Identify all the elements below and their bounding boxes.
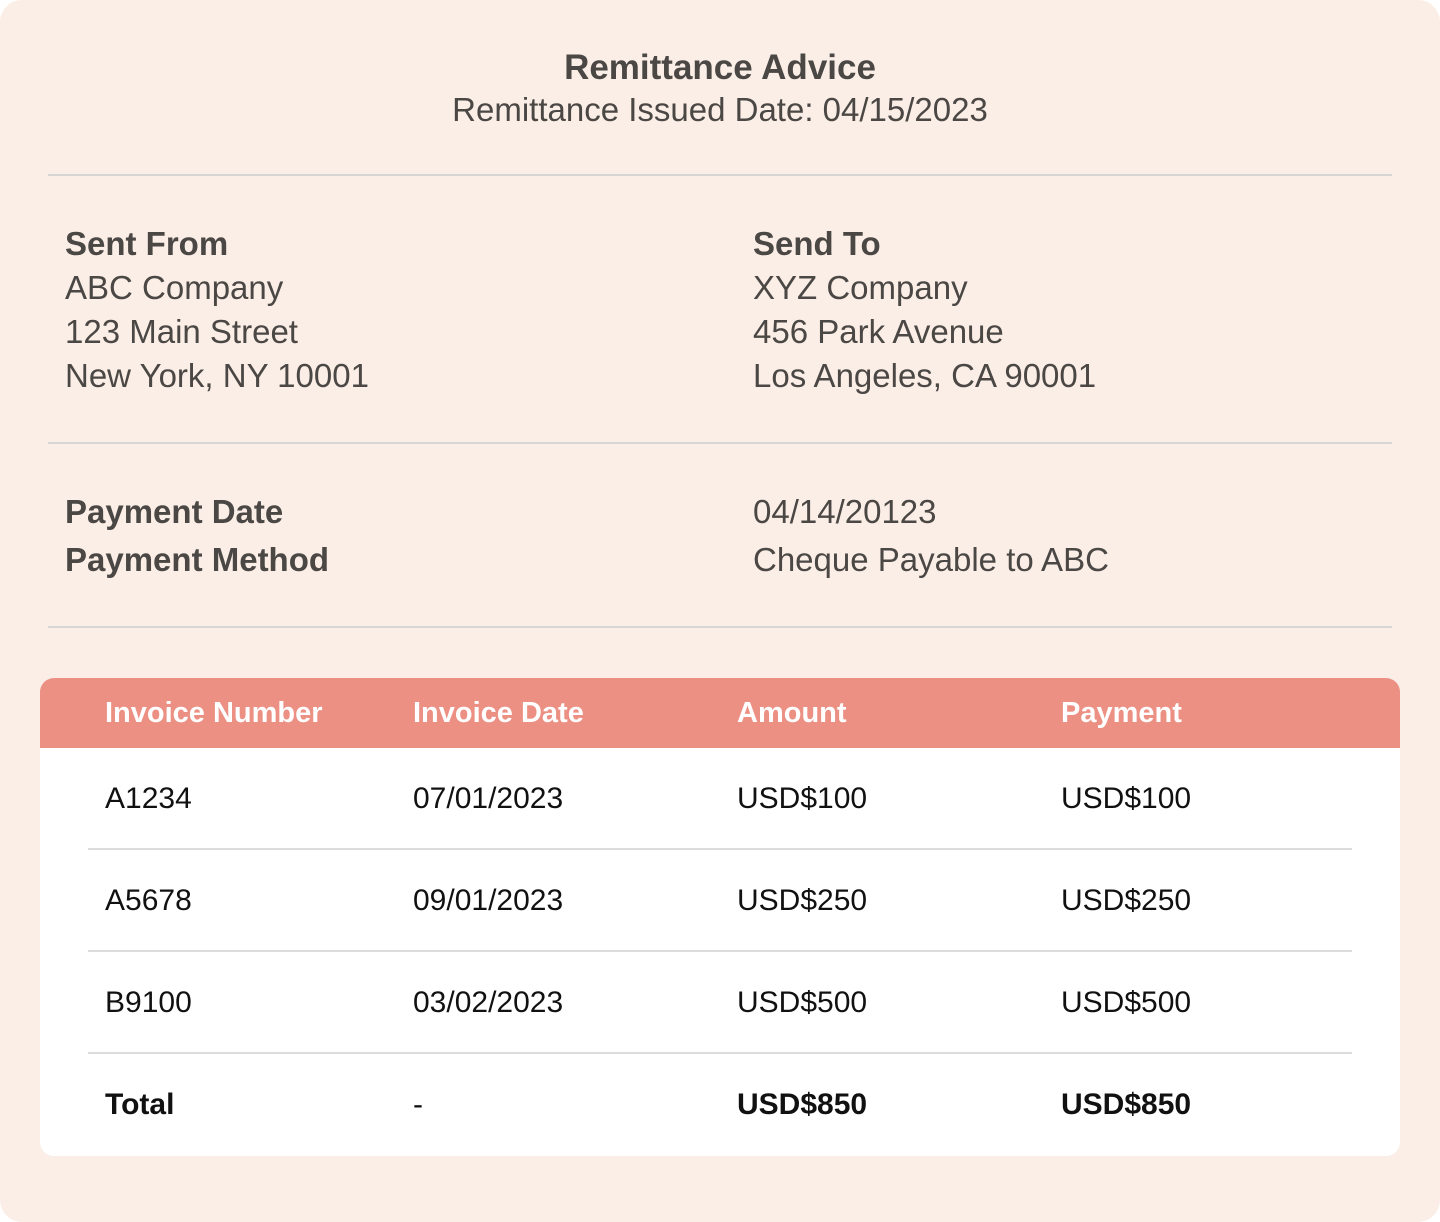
page-title: Remittance Advice: [564, 48, 876, 87]
invoice-date-cell: 09/01/2023: [413, 884, 564, 917]
amount-cell: USD$250: [737, 884, 868, 917]
total-amount: USD$850: [737, 1088, 868, 1121]
invoice-table: [40, 678, 1400, 1156]
column-header-payment: Payment: [1061, 697, 1182, 729]
payment-cell: USD$250: [1061, 884, 1192, 917]
column-header-invoice-date: Invoice Date: [413, 697, 584, 729]
sender-street: 123 Main Street: [65, 313, 298, 350]
divider: [48, 174, 1392, 176]
column-header-amount: Amount: [737, 697, 847, 729]
payment-method-label: Payment Method: [65, 541, 330, 578]
payment-date-value: 04/14/20123: [753, 493, 937, 530]
recipient-company: XYZ Company: [753, 269, 968, 306]
invoice-date-cell: 03/02/2023: [413, 986, 564, 1019]
divider: [48, 442, 1392, 444]
sender-block: [65, 222, 369, 398]
divider: [48, 626, 1392, 628]
table-row: [40, 748, 1400, 850]
column-header-invoice-number: Invoice Number: [105, 697, 323, 729]
amount-cell: USD$100: [737, 782, 868, 815]
recipient-block: [753, 222, 1096, 398]
total-payment: USD$850: [1061, 1088, 1192, 1121]
invoice-number-cell: B9100: [105, 986, 192, 1019]
recipient-street: 456 Park Avenue: [753, 313, 1004, 350]
document-header: [0, 46, 1440, 130]
sender-company: ABC Company: [65, 269, 284, 306]
recipient-label: Send To: [753, 225, 881, 262]
payment-method-value: Cheque Payable to ABC: [753, 541, 1109, 578]
total-label: Total: [105, 1088, 175, 1121]
invoice-number-cell: A5678: [105, 884, 192, 917]
amount-cell: USD$500: [737, 986, 868, 1019]
issued-date: Remittance Issued Date: 04/15/2023: [452, 91, 988, 128]
payment-cell: USD$100: [1061, 782, 1192, 815]
total-row: [40, 1054, 1400, 1156]
payment-cell: USD$500: [1061, 986, 1192, 1019]
table-row: [40, 952, 1400, 1054]
recipient-city: Los Angeles, CA 90001: [753, 357, 1097, 394]
invoice-number-cell: A1234: [105, 782, 192, 815]
invoice-date-cell: 07/01/2023: [413, 782, 564, 815]
sender-city: New York, NY 10001: [65, 357, 369, 394]
sender-label: Sent From: [65, 225, 229, 262]
payment-date-label: Payment Date: [65, 493, 284, 530]
total-date-cell: -: [413, 1088, 423, 1121]
table-header: [40, 678, 1400, 748]
table-row: [40, 850, 1400, 952]
